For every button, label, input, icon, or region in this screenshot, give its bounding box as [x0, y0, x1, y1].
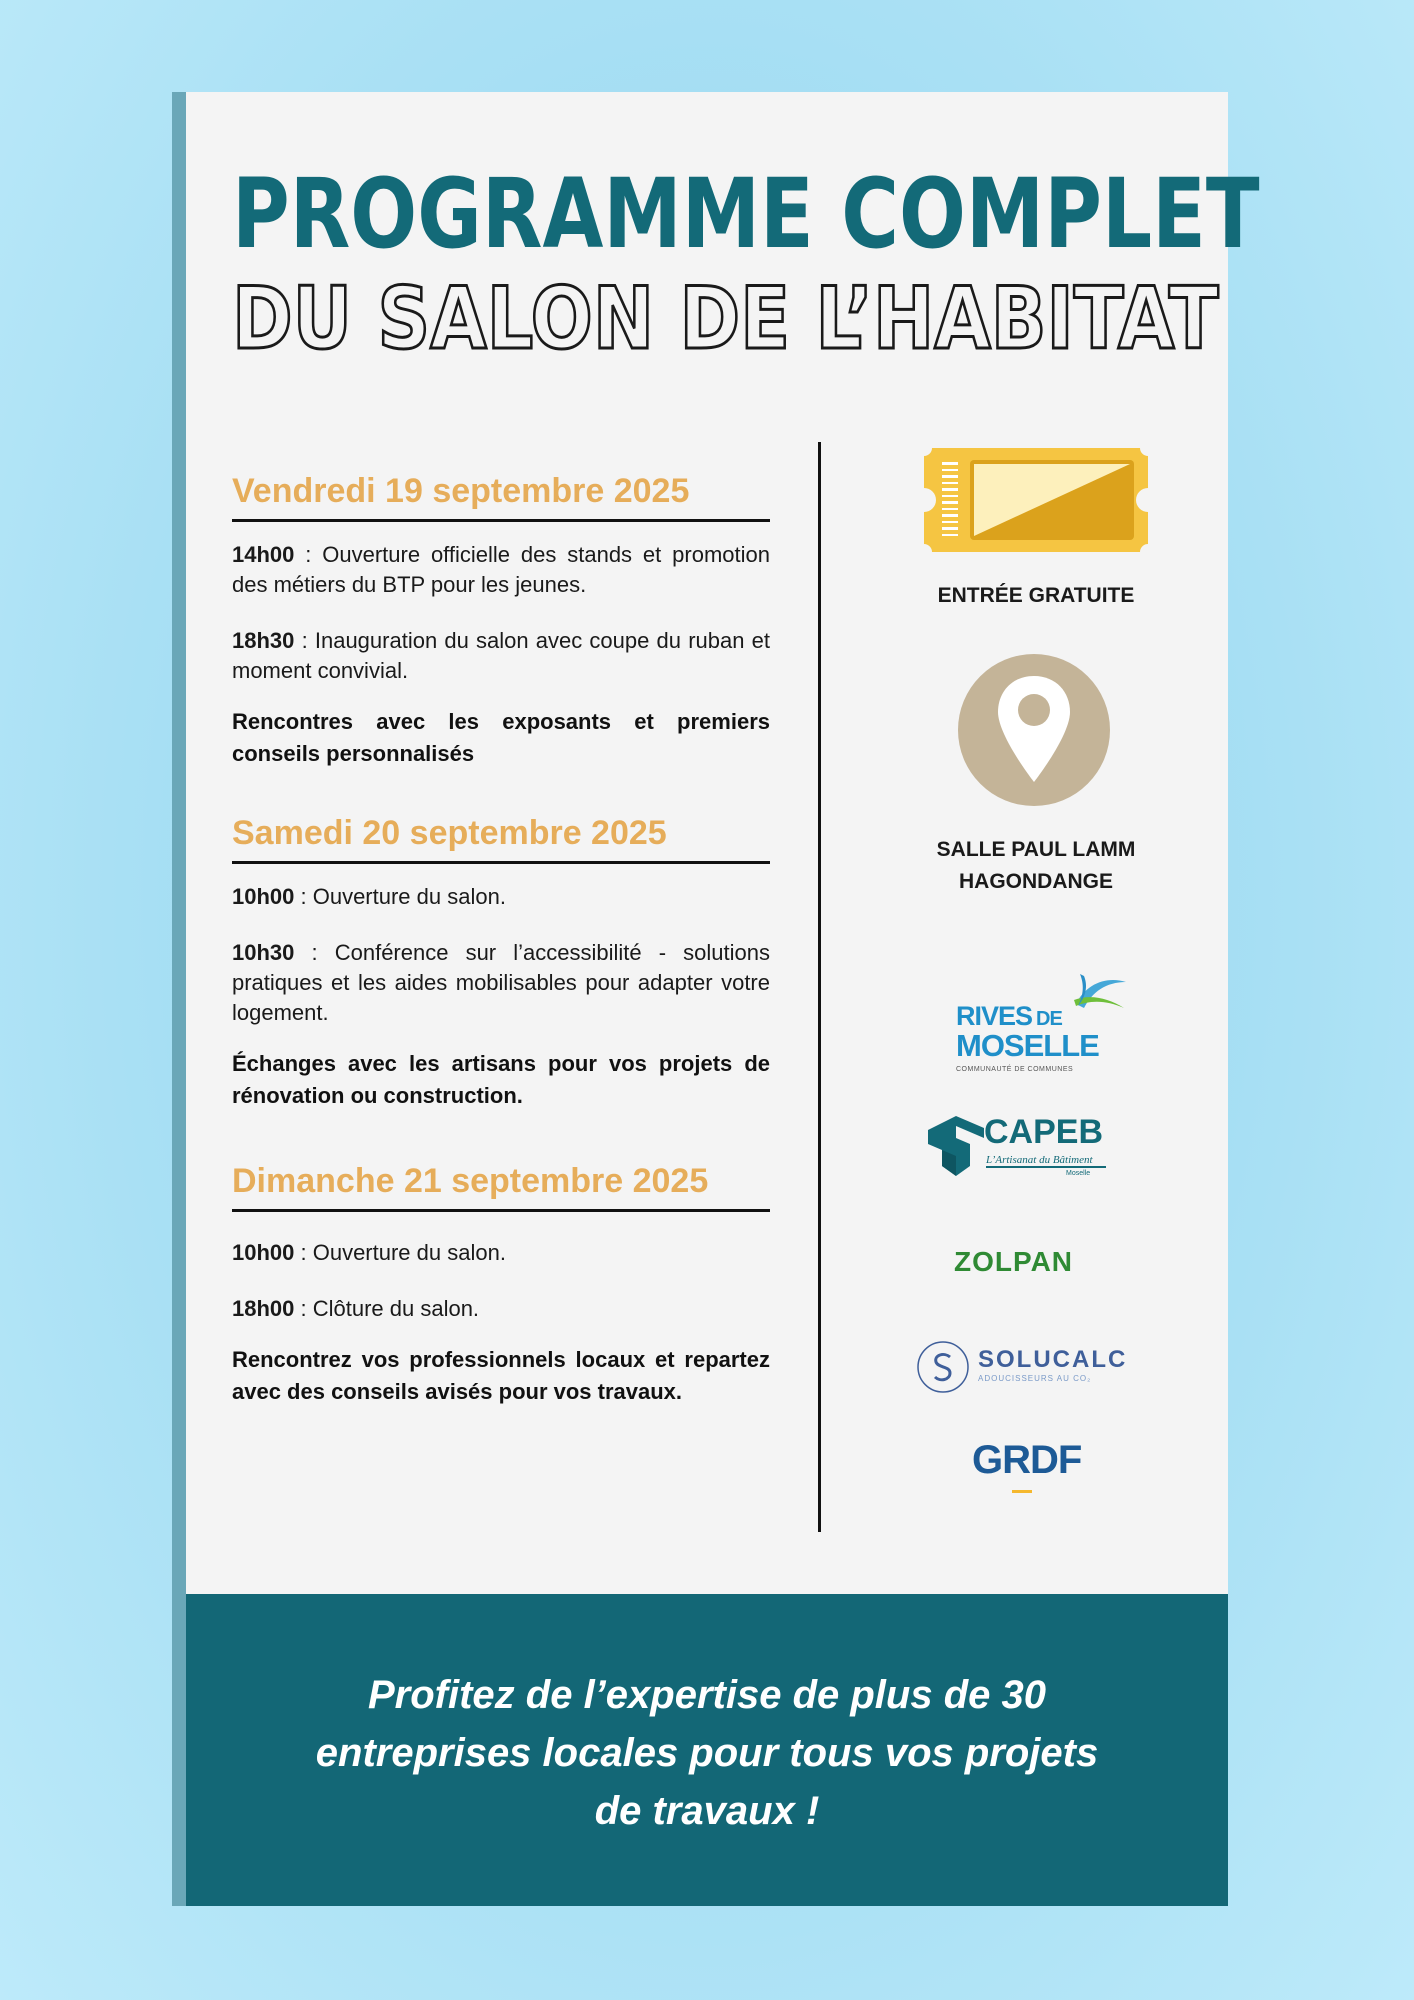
item-text: : Clôture du salon.	[294, 1296, 480, 1321]
schedule-item	[232, 540, 770, 600]
item-text: : Ouverture du salon.	[294, 884, 506, 909]
item-time: 14h00	[232, 542, 295, 567]
rives-tagline: COMMUNAUTÉ DE COMMUNES	[956, 1066, 1074, 1073]
moselle-word: MOSELLE	[956, 1028, 1099, 1063]
item-text: : Inauguration du salon avec coupe du ruban et moment convivial.	[232, 628, 770, 683]
day-note: Rencontres avec les exposants et premiers conseils personnalisés	[232, 709, 770, 766]
item-time: 10h30	[232, 940, 295, 965]
page-subtitle: DU SALON DE L’HABITAT	[232, 269, 1219, 369]
solucalc-tagline: ADOUCISSEURS AU CO₂	[978, 1374, 1092, 1383]
day-title: Samedi 20 septembre 2025	[232, 814, 770, 864]
capeb-name: CAPEB	[984, 1113, 1104, 1151]
schedule-item	[232, 1238, 770, 1268]
rives-word: RIVES	[956, 1001, 1033, 1031]
solucalc-name: SOLUCALC	[978, 1346, 1128, 1373]
schedule-item	[232, 938, 770, 1028]
zolpan-logo: ZOLPAN	[954, 1246, 1074, 1277]
card-shadow-edge	[172, 92, 186, 1906]
map-pin-icon	[958, 654, 1110, 811]
item-time: 10h00	[232, 1240, 295, 1265]
grdf-underline	[1012, 1490, 1032, 1493]
footer-line: de travaux !	[594, 1789, 820, 1833]
footer-banner	[186, 1594, 1228, 1906]
schedule-item	[232, 626, 770, 686]
free-entry-label: ENTRÉE GRATUITE	[937, 584, 1135, 607]
grdf-name: GRDF	[972, 1438, 1082, 1482]
item-time: 18h30	[232, 628, 295, 653]
item-text: : Ouverture du salon.	[294, 1240, 506, 1265]
footer-line: entreprises locales pour tous vos projets	[315, 1731, 1099, 1775]
schedule-item	[232, 882, 770, 912]
rives-de-moselle-logo	[956, 964, 1156, 1084]
day-saturday	[232, 814, 770, 1112]
day-title: Dimanche 21 septembre 2025	[232, 1162, 770, 1212]
item-time: 18h00	[232, 1296, 295, 1321]
ticket-icon	[924, 448, 1148, 557]
day-title: Vendredi 19 septembre 2025	[232, 472, 770, 522]
page-title: PROGRAMME COMPLET	[232, 158, 1260, 270]
item-text: : Conférence sur l’accessibilité - solutions pratiques et les aides mobilisables pour adapter votre logement.	[232, 940, 770, 1025]
day-friday	[232, 472, 770, 770]
solucalc-logo	[916, 1340, 1126, 1400]
item-time: 10h00	[232, 884, 295, 909]
venue-name: SALLE PAUL LAMM	[936, 838, 1136, 861]
de-word: DE	[1036, 1008, 1062, 1030]
column-divider	[818, 442, 821, 1532]
capeb-logo	[926, 1112, 1116, 1192]
capeb-region: Moselle	[1066, 1170, 1091, 1177]
day-note: Échanges avec les artisans pour vos projets de rénovation ou construction.	[232, 1051, 770, 1108]
footer-text	[186, 1666, 1228, 1840]
venue-address	[886, 834, 1186, 898]
footer-line: Profitez de l’expertise de plus de 30	[367, 1673, 1046, 1717]
venue-city: HAGONDANGE	[958, 870, 1113, 893]
day-sunday	[232, 1162, 770, 1408]
item-text: : Ouverture officielle des stands et promotion des métiers du BTP pour les jeunes.	[232, 542, 770, 597]
day-note: Rencontrez vos professionnels locaux et repartez avec des conseils avisés pour vos travaux.	[232, 1347, 770, 1404]
schedule-item	[232, 1294, 770, 1324]
capeb-tagline: L’Artisanat du Bâtiment	[986, 1154, 1106, 1168]
grdf-logo	[972, 1438, 1082, 1498]
